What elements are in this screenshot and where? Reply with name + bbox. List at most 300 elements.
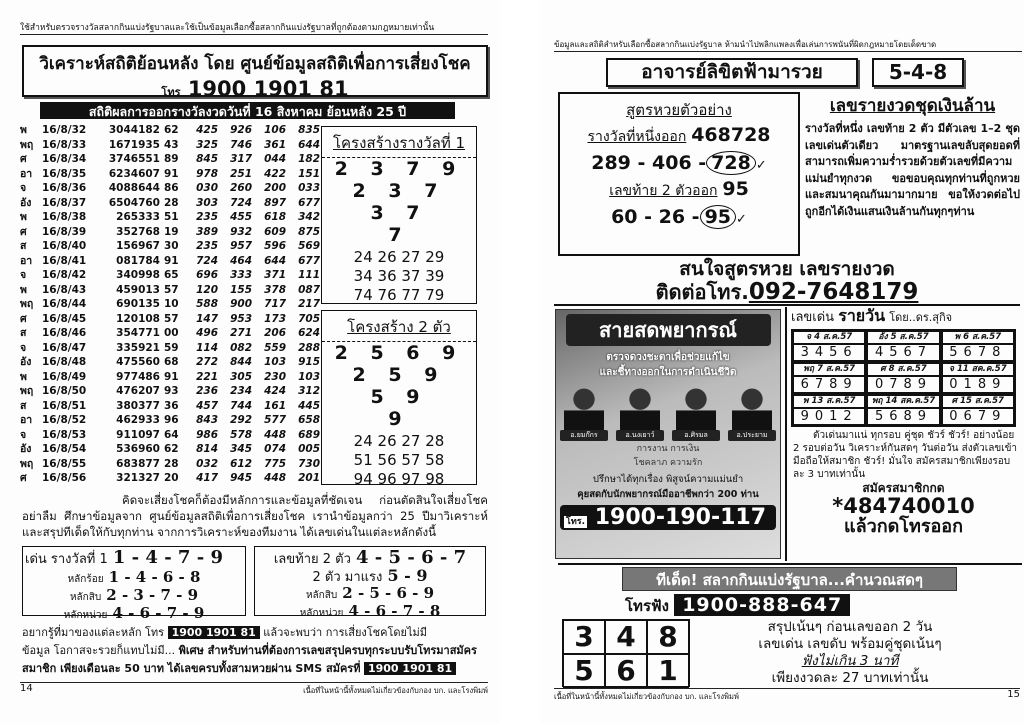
triangle-row: 9 [388,408,410,430]
table-cell: 335921 [116,341,160,354]
table-cell: 59 [164,341,179,354]
table-cell: ศ [20,312,27,325]
daily-cell [941,362,1015,394]
daily-grid [791,329,1016,427]
table-cell: 932 [230,225,252,238]
daily-numbers: 5678 [942,344,1014,361]
table-row [20,341,320,356]
table-cell: 389 [196,225,218,238]
ad-line2: คุยสดกับนักพยากรณ์มืออาชีพกว่า 200 ท่าน [577,489,759,500]
subscribe-label: สมัครสมาชิกกด [862,481,945,495]
daily-by: โดย..ดร.สุกิจ [889,311,953,324]
table-cell: 89 [164,153,179,165]
table-cell: 303 [196,196,218,209]
person-silhouette [564,386,604,430]
advert-image [555,309,781,559]
daily-numbers: 6789 [793,376,865,393]
table-cell: 005 [298,443,320,455]
summary-line: เลขเด่น เลขดับ พร้อมคู่ชุดเน้นๆ [758,636,942,652]
table-cell: 234 [230,385,252,397]
table-row [20,471,320,486]
daily-numbers: 9012 [793,408,865,425]
table-cell: 596 [264,240,286,252]
table-cell: 28 [164,196,179,209]
last2-label: เลขท้าย 2 ตัวออก [609,183,718,199]
structure-title: โครงสร้างรางวัลที่ 1 [332,134,466,152]
digit-values: 2 - 3 - 7 - 9 [106,586,199,604]
table-cell: พ [20,370,27,383]
daily-block [785,307,1020,561]
digit-line [23,587,245,605]
table-cell: 425 [196,124,218,136]
daily-cell [792,394,866,426]
triangle-row: 2 3 7 [352,180,446,202]
table-cell: 16/8/42 [42,269,87,281]
table-cell: 16/8/45 [42,312,87,325]
digit-values: 2 - 5 - 6 - 9 [342,584,435,602]
person-photo [560,386,608,441]
pair-row: 51 56 57 58 [353,451,445,469]
table-cell: จ [20,341,27,354]
table-cell: 120 [196,283,218,296]
structure-title: โครงสร้าง 2 ตัว [347,318,451,336]
pair-row: 74 76 77 79 [353,286,445,304]
grid-digit: 3 [563,620,605,654]
table-cell: ส [20,240,27,252]
table-cell: 91 [164,254,179,267]
daily-date: พ 6 ส.ค.57 [942,331,1014,344]
table-cell: 032 [196,457,218,470]
phone-label: โทร [161,86,181,99]
bottom-line2b: พิเศษ สำหรับท่านที่ต้องการเลขสรุปครบทุกระบบรับโทรมาสมัคร [178,644,477,657]
table-cell: 10 [164,298,179,310]
box2-hot: 5 - 9 [387,566,428,585]
right-page [540,0,1024,724]
daily-cell [866,330,940,362]
table-cell: 911097 [116,428,160,441]
digit-values: 1 - 4 - 6 - 8 [108,568,201,586]
last2-value: 95 [722,178,749,200]
table-cell: พ [20,124,27,136]
table-cell: 16/8/54 [42,443,87,455]
footer-right [554,688,1020,704]
table-cell: 271 [230,327,252,339]
table-cell: 569 [298,240,320,252]
structure-two-digit [321,310,477,488]
table-cell: จ [20,182,27,194]
table-row [20,370,320,385]
digit-label: หลักหน่วย [299,608,344,619]
grid-digit: 6 [605,654,647,688]
table-cell: 16/8/53 [42,428,87,441]
formula-line1: 289 - 406 - [591,152,707,174]
table-cell: 292 [230,414,252,426]
table-cell: 677 [298,196,320,209]
daily-date: ศ 8 ส.ค.57 [867,363,939,376]
table-cell: ศ [20,472,27,484]
table-cell: 417 [196,472,218,484]
digit-line [255,603,485,621]
daily-cell [866,362,940,394]
structure-first-prize [321,126,477,304]
ad-topics1: การงาน การเงิน [636,444,700,454]
table-cell: อัง [20,196,32,209]
table-cell: ส [20,327,27,339]
table-cell: 236 [196,385,218,397]
pair-row: 94 96 97 98 [353,470,445,488]
table-cell: 6234607 [108,167,160,180]
table-cell: 644 [264,254,286,267]
table-cell: 16/8/38 [42,211,87,223]
table-cell: 900 [230,298,252,310]
digit-label: หลักหน่วย [63,610,108,621]
daily-date: พฤ 7 ส.ค.57 [793,363,865,376]
table-cell: 475560 [116,356,160,368]
ad-sub1: ตรวจดวงชะตาเพื่อช่วยแก้ไข [606,352,730,363]
daily-date: จ 4 ส.ค.57 [793,331,865,344]
page-number: 14 [20,683,33,694]
pair-row: 34 36 37 39 [353,267,445,285]
table-cell: ศ [20,153,27,165]
table-cell: 288 [298,341,320,354]
bottom-line1b: แล้วจะพบว่า การเสี่ยงโชคโดยไม่มี [263,626,428,639]
contact-phone: 092-7648179 [748,279,919,305]
table-cell: 161 [264,399,286,412]
table-cell: พฤ [20,138,34,151]
person-photo [728,386,776,441]
table-cell: 65 [164,269,179,281]
table-cell: 897 [264,196,286,209]
table-cell: 354771 [116,327,160,339]
table-cell: 4088644 [108,182,160,194]
triangle [322,341,476,430]
table-cell: 875 [298,225,320,238]
circled-result1: 728 [706,151,756,175]
table-row [20,413,320,428]
table-row [20,268,320,283]
person-name: อ.นงเยาว์ [616,430,664,441]
table-cell: 724 [230,196,252,209]
daily-cell [792,330,866,362]
table-cell: 64 [164,428,179,441]
person-name: อ.ยมก๊กร [560,430,608,441]
divider [558,563,1022,565]
table-row [20,123,320,138]
table-cell: 3746551 [108,153,160,165]
table-cell: 147 [196,312,218,325]
table-row [20,326,320,341]
table-cell: 445 [298,399,320,412]
table-cell: 51 [164,211,179,223]
table-cell: 464 [230,254,252,267]
grid-digit: 4 [605,620,647,654]
title-box [22,45,488,101]
digit-label: หลักสิบ [305,590,338,601]
table-cell: 62 [164,443,179,455]
check-icon: ✓ [736,212,747,227]
bottom-phone1: 1900 1901 81 [168,626,260,639]
table-row [20,181,320,196]
subscribe-then: แล้วกดโทรออก [843,516,964,537]
example-title: สูตรหวยตัวอย่าง [626,101,732,119]
table-cell: 36 [164,399,179,412]
table-cell: 16/8/56 [42,472,87,484]
table-cell: 087 [298,283,320,296]
daily-numbers: 3456 [793,344,865,361]
table-cell: จ [20,269,27,281]
bottom-text [22,624,488,678]
table-cell: 476207 [116,385,160,397]
daily-numbers: 0189 [942,376,1014,393]
grid-digit: 1 [647,654,689,688]
table-cell: 260 [230,182,252,194]
table-cell: 835 [298,124,320,136]
table-cell: 074 [264,443,286,455]
box2-main: 4 - 5 - 6 - 7 [356,547,467,568]
pair-row: 24 26 27 28 [353,432,445,450]
table-row [20,442,320,457]
table-cell: 86 [164,182,179,194]
table-cell: 744 [230,399,252,412]
table-cell: 3044182 [108,124,160,136]
table-cell: 536960 [116,443,160,455]
table-cell: 265333 [116,211,160,223]
box1-label: เด่น รางวัลที่ 1 [25,552,108,567]
grid-digit: 8 [647,620,689,654]
triangle-row: 5 9 [370,386,428,408]
table-cell: 618 [264,211,286,223]
daily-numbers: 5689 [867,408,939,425]
grid-digit: 5 [563,654,605,688]
table-cell: 683877 [116,457,160,470]
table-cell: 103 [264,356,286,368]
table-cell: 16/8/47 [42,341,87,354]
daily-cell [941,394,1015,426]
daily-text: ตัวเด่นมาแน่ ทุกรอบ คู่ชุด ชัวร์ ชัวร์! อย่างน้อย 2 รอบต่อวัน วิเคราะห์กันสดๆ วันต่อวัน ส่งตัวเลขเข้ามือถือให้สมาชิก ชัวร์! มั่นใจ สมัครสมาชิกเพียงรอบละ 3 บาทเท่านั้น [793,430,1018,480]
table-cell: 173 [264,312,286,325]
table-cell: 235 [196,211,218,223]
table-cell: อัง [20,443,32,455]
table-cell: 00 [164,327,179,339]
listen-row [625,594,850,618]
digit-line [23,605,245,623]
pair-row: 24 26 27 29 [353,248,445,266]
person-silhouette [732,386,772,430]
first-value: 468728 [691,124,771,146]
table-cell: 775 [264,457,286,470]
table-cell: 612 [230,457,252,470]
table-cell: 345 [230,443,252,455]
table-cell: 16/8/35 [42,167,87,180]
table-cell: 424 [264,385,286,397]
results-table [20,123,320,486]
digit-line [23,569,245,587]
table-cell: 378 [264,283,286,296]
triangle [322,157,476,246]
person-name: อ.ประยาม [728,430,776,441]
daily-label-big: รายวัน [838,306,886,325]
table-cell: 251 [230,167,252,180]
table-cell: 272 [196,356,218,368]
box1-main: 1 - 4 - 7 - 9 [112,547,223,568]
table-cell: 91 [164,370,179,383]
table-cell: 182 [298,153,320,165]
contact-block [554,258,1020,306]
circled-result2: 95 [700,205,736,229]
table-cell: 033 [298,182,320,194]
digit-label: หลักสิบ [69,592,102,603]
table-cell: 91 [164,167,179,180]
table-cell: พ [20,211,27,223]
right-title: อาจารย์ลิขิตฟ้ามารวย [606,58,858,87]
table-cell: 30 [164,240,179,252]
contact-label: ติดต่อโทร. [655,280,749,304]
summary-text [700,619,1000,687]
table-cell: 609 [264,225,286,238]
listen-label: โทรฟัง [625,597,669,615]
table-cell: 814 [196,443,218,455]
table-row [20,297,320,312]
table-cell: 317 [230,153,252,165]
ad-topics2: โชคลาภ ความรัก [633,458,703,468]
table-cell: ศ [20,225,27,238]
daily-numbers: 0789 [867,376,939,393]
table-row [20,167,320,182]
table-cell: 16/8/55 [42,457,87,470]
bottom-line3: สมาชิก เพียงเดือนละ 50 บาท ได้เลขครบทั้งสามหวยผ่าน SMS สมัครที่ [22,662,361,675]
table-row [20,138,320,153]
digit-label: หลักร้อย [67,574,104,585]
table-cell: 16/8/49 [42,370,87,383]
table-cell: 16/8/48 [42,356,87,368]
table-cell: 57 [164,283,179,296]
daily-cell [792,362,866,394]
subscribe-code: *484740010 [832,494,975,518]
top-notice: ใช้สำหรับตรวจรางวัลสลากกินแบ่งรัฐบาลและใช้เป็นข้อมูลเลือกซื้อสลากกินแบ่งรัฐบาลที่ถูกต้องตามกฎหมายเท่านั้น [20,20,488,35]
person-silhouette [620,386,660,430]
bottom-phone3: 1900 1901 81 [364,662,456,675]
table-cell: 16/8/32 [42,124,87,136]
summary-line: เพียงงวดละ 27 บาทเท่านั้น [771,670,929,686]
table-cell: 201 [298,472,320,484]
table-cell: 081784 [116,254,160,267]
table-cell: 325 [196,138,218,151]
table-cell: 462933 [116,414,160,426]
person-photo [672,386,720,441]
table-cell: 217 [298,298,320,310]
table-cell: 724 [196,254,218,267]
first-prize-box [22,546,246,622]
table-cell: 62 [164,124,179,136]
table-cell: 496 [196,327,218,339]
table-cell: พฤ [20,298,34,310]
table-cell: 16/8/50 [42,385,87,397]
left-page [0,0,500,724]
table-cell: 120108 [116,312,160,325]
table-cell: 690135 [116,298,160,310]
table-cell: 230 [264,370,286,383]
promo-text: รางวัลที่หนึ่ง เลขท้าย 2 ตัว มีตัวเลข 1–2 ชุด เลขเด่นตัวเดียว มาตรฐานเลขลับสุดยอดที่สามารถเพิ่มความร่ำรวยด้วยตัวเลขที่มีความแม่นยำทุกงวด ขอขอบคุณทุกท่านที่ถูกหวยและสมนาคุณกันมามากมาย ขอให้งวดต่อไปถูกอีกได้เงินแสนเงินล้านกันทุกๆท่าน [805,122,1020,218]
table-cell: 945 [230,472,252,484]
table-cell: 689 [298,428,320,441]
table-cell: 305 [230,370,252,383]
table-cell: 624 [298,327,320,339]
daily-cell [941,330,1015,362]
footer [20,682,488,698]
table-cell: 16/8/46 [42,327,87,339]
table-cell: 321327 [116,472,160,484]
example-box [558,92,800,256]
table-cell: 082 [230,341,252,354]
table-cell: 746 [230,138,252,151]
triangle-row: 7 [388,224,410,246]
first-label: รางวัลที่หนึ่งออก [587,129,687,145]
table-row [20,457,320,472]
table-cell: 844 [230,356,252,368]
table-cell: 926 [230,124,252,136]
hot-banner: ทีเด็ด! สลากกินแบ่งรัฐบาล...คำนวณสดๆ [622,567,957,591]
table-row [20,384,320,399]
table-row [20,254,320,269]
table-row [20,283,320,298]
table-cell: 93 [164,385,179,397]
daily-date: พ 13 ส.ค.57 [793,395,865,408]
formula-line2: 60 - 26 - [611,206,700,228]
summary-line: ฟังไม่เกิน 3 นาที [801,653,899,669]
footer-note: เนื้อที่ในหน้านี้ทั้งหมดไม่เกี่ยวข้องกับกอง บก. และโรงพิมพ์ [554,692,739,701]
table-cell: พ [20,283,27,296]
table-cell: 986 [196,428,218,441]
table-cell: 16/8/37 [42,196,87,209]
daily-date: จ 11 สค.ค.57 [942,363,1014,376]
daily-date: พฤ 14 สค.ค.57 [867,395,939,408]
person-silhouette [676,386,716,430]
top-notice-right: ข้อมูลและสถิติสำหรับเลือกซื้อสลากกินแบ่งรัฐบาล ห้ามนำไปพลิกแพลงเพื่อเล่นการพนันที่ผิดกฎหมายโดยเด็ดขาด [554,38,1022,52]
box2-label: เลขท้าย 2 ตัว [273,552,351,567]
table-cell: 235 [196,240,218,252]
table-cell: 16/8/39 [42,225,87,238]
daily-numbers: 4567 [867,344,939,361]
bottom-line2: ข้อมูล โอกาสจะรวยก็แทบไม่มี... [22,644,176,657]
table-cell: 16/8/43 [42,283,87,296]
digit-values: 4 - 6 - 7 - 9 [112,604,205,622]
table-cell: 16/8/41 [42,254,87,267]
check-icon: ✓ [755,158,767,173]
table-cell: อัง [20,356,32,368]
table-cell: 312 [298,385,320,397]
table-cell: 696 [196,269,218,281]
table-cell: 43 [164,138,179,151]
table-cell: 352768 [116,225,160,238]
table-cell: 644 [298,138,320,151]
table-cell: 16/8/44 [42,298,87,310]
table-cell: 677 [298,254,320,267]
ad-phone-icon: โทร. [566,517,586,527]
table-cell: 16/8/52 [42,414,87,426]
table-row [20,196,320,211]
bottom-line1: อยากรู้ที่มาของแต่ละหลัก โทร [22,626,165,639]
page-number: 15 [1007,689,1020,700]
table-cell: 658 [298,414,320,426]
digit-line [255,585,485,603]
table-cell: 455 [230,211,252,223]
daily-numbers: 0679 [942,408,1014,425]
table-cell: 843 [196,414,218,426]
table-cell: 6504760 [108,196,160,209]
table-cell: 16/8/36 [42,182,87,194]
table-row [20,355,320,370]
table-cell: 577 [264,414,286,426]
